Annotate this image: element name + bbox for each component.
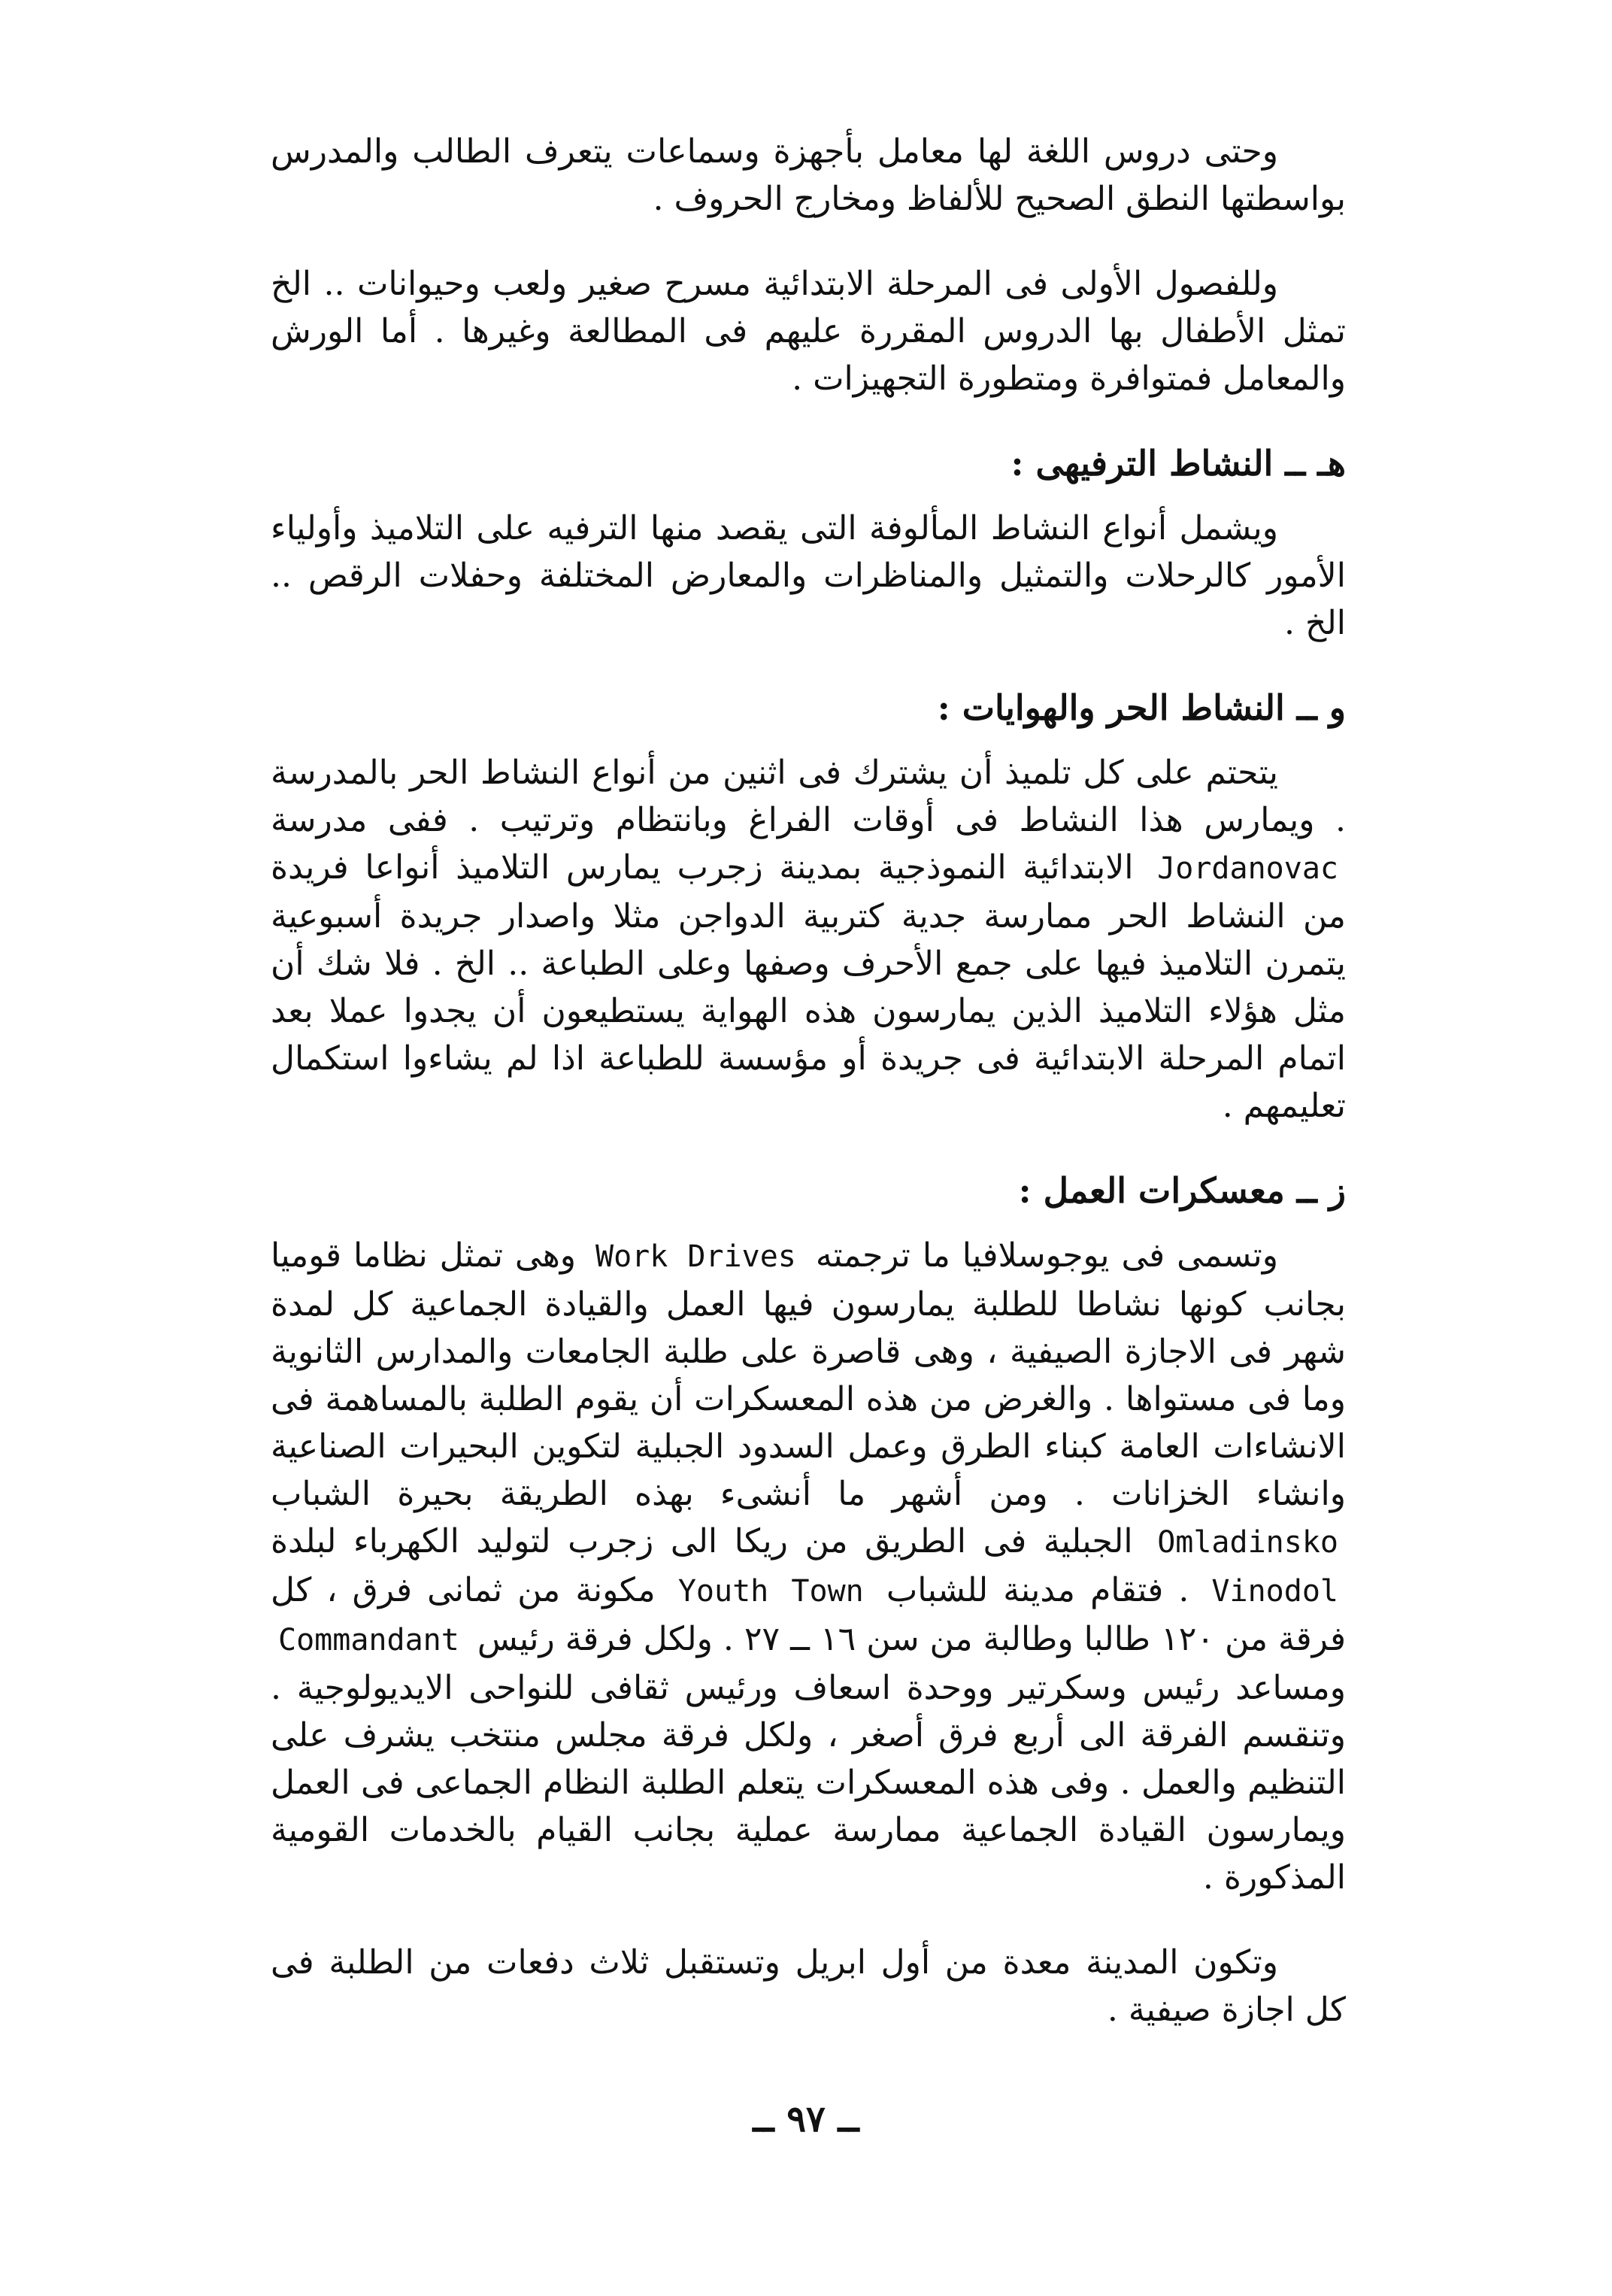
school-name-jordanovac: Jordanovac xyxy=(1157,851,1338,886)
free-activity-text-part-2: الابتدائية النموذجية بمدينة زجرب يمارس التلاميذ أنواعا فريدة من النشاط الحر ممارسة جدية كتربية الدواجن مثلا واصدار جريدة أسبوعية يتمرن التلاميذ فيها على جمع الأحرف وصفها وعلى الطباعة .. الخ . فلا شك أن مثل هؤلاء التلاميذ الذين يمارسون هذه الهواية يستطيعون أن يجدوا عملا بعد اتمام المرحلة الابتدائية فى جريدة أو مؤسسة للطباعة اذا لم يشاءوا استكمال تعليمهم . xyxy=(271,848,1346,1125)
work-camps-text-part-5: مكونة من ثمانى فرق ، كل فرقة من ١٢٠ طالبا وطالبة من سن ١٦ ــ ٢٧ . ولكل فرقة رئيس xyxy=(271,1571,1346,1658)
document-page xyxy=(271,128,1346,2034)
page-number: ــ ٩٧ ــ xyxy=(753,2098,859,2140)
work-camps-text-part-6: ومساعد رئيس وسكرتير ووحدة اسعاف ورئيس ثقافى للنواحى الايديولوجية . وتنقسم الفرقة الى أربع فرق أصغر ، ولكل فرقة مجلس منتخب يشرف على التنظيم والعمل . وفى هذه المعسكرات يتعلم الطلبة النظام الجماعى فى العمل ويمارسون القيادة الجماعية ممارسة عملية بجانب القيام بالخدمات القومية المذكورة . xyxy=(271,1669,1346,1897)
work-camps-text-part-1: وتسمى فى يوجوسلافيا ما ترجمته xyxy=(815,1236,1278,1275)
paragraph-recreational-activity: ويشمل أنواع النشاط المألوفة التى يقصد منها الترفيه على التلاميذ وأولياء الأمور كالرحلات والتمثيل والمناظرات والمعارض المختلفة وحفلات الرقص .. الخ . xyxy=(271,509,1346,642)
section-heading-free-activity-hobbies: و ــ النشاط الحر والهوايات : xyxy=(937,687,1346,728)
term-omladinsko: Omladinsko xyxy=(1157,1525,1339,1560)
term-youth-town: Youth Town xyxy=(677,1574,864,1609)
paragraph-camp-city-schedule: وتكون المدينة معدة من أول ابريل وتستقبل ثلاث دفعات من الطلبة فى كل اجازة صيفية . xyxy=(271,1943,1346,2029)
work-camps-text-part-2: وهى تمثل نظاما قوميا بجانب كونها نشاطا للطلبة يمارسون فيها العمل والقيادة الجماعية كل لمدة شهر فى الاجازة الصيفية ، وهى قاصرة على طلبة الجامعات والمدارس الثانوية وما فى مستواها . والغرض من هذه المعسكرات أن يقوم الطلبة بالمساهمة فى الانشاءات العامة كبناء الطرق وعمل السدود الجبلية لتكوين البحيرات الصناعية وانشاء الخزانات . ومن أشهر ما أنشىء بهذه الطريقة بحيرة الشباب xyxy=(271,1236,1347,1513)
work-camps-text-part-4: . فتقام مدينة للشباب xyxy=(886,1571,1189,1609)
term-commandant: Commandant xyxy=(278,1623,459,1658)
section-heading-work-camps: ز ــ معسكرات العمل : xyxy=(1018,1170,1346,1211)
paragraph-primary-classes: وللفصول الأولى فى المرحلة الابتدائية مسرح صغير ولعب وحيوانات .. الخ تمثل الأطفال بها الدروس المقررة عليهم فى المطالعة وغيرها . أما الورش والمعامل فمتوافرة ومتطورة التجهيزات . xyxy=(271,265,1346,398)
free-activity-text-part-1: يتحتم على كل تلميذ أن يشترك فى اثنين من أنواع النشاط الحر بالمدرسة . ويمارس هذا النشاط فى أوقات الفراغ وبانتظام وترتيب . ففى مدرسة xyxy=(271,754,1346,839)
work-camps-text-part-3: الجبلية فى الطريق من ريكا الى زجرب لتوليد الكهرباء لبلدة xyxy=(271,1522,1133,1560)
term-work-drives: Work Drives xyxy=(595,1239,796,1274)
paragraph-work-camps xyxy=(271,1232,1346,1901)
paragraph-language-labs: وحتى دروس اللغة لها معامل بأجهزة وسماعات يتعرف الطالب والمدرس بواسطتها النطق الصحيح للألفاظ ومخارج الحروف . xyxy=(271,132,1346,218)
paragraph-free-activity-hobbies xyxy=(271,749,1346,1130)
section-heading-recreational-activity: هـ ــ النشاط الترفيهى : xyxy=(1011,443,1346,484)
term-vinodol: Vinodol xyxy=(1211,1574,1338,1609)
